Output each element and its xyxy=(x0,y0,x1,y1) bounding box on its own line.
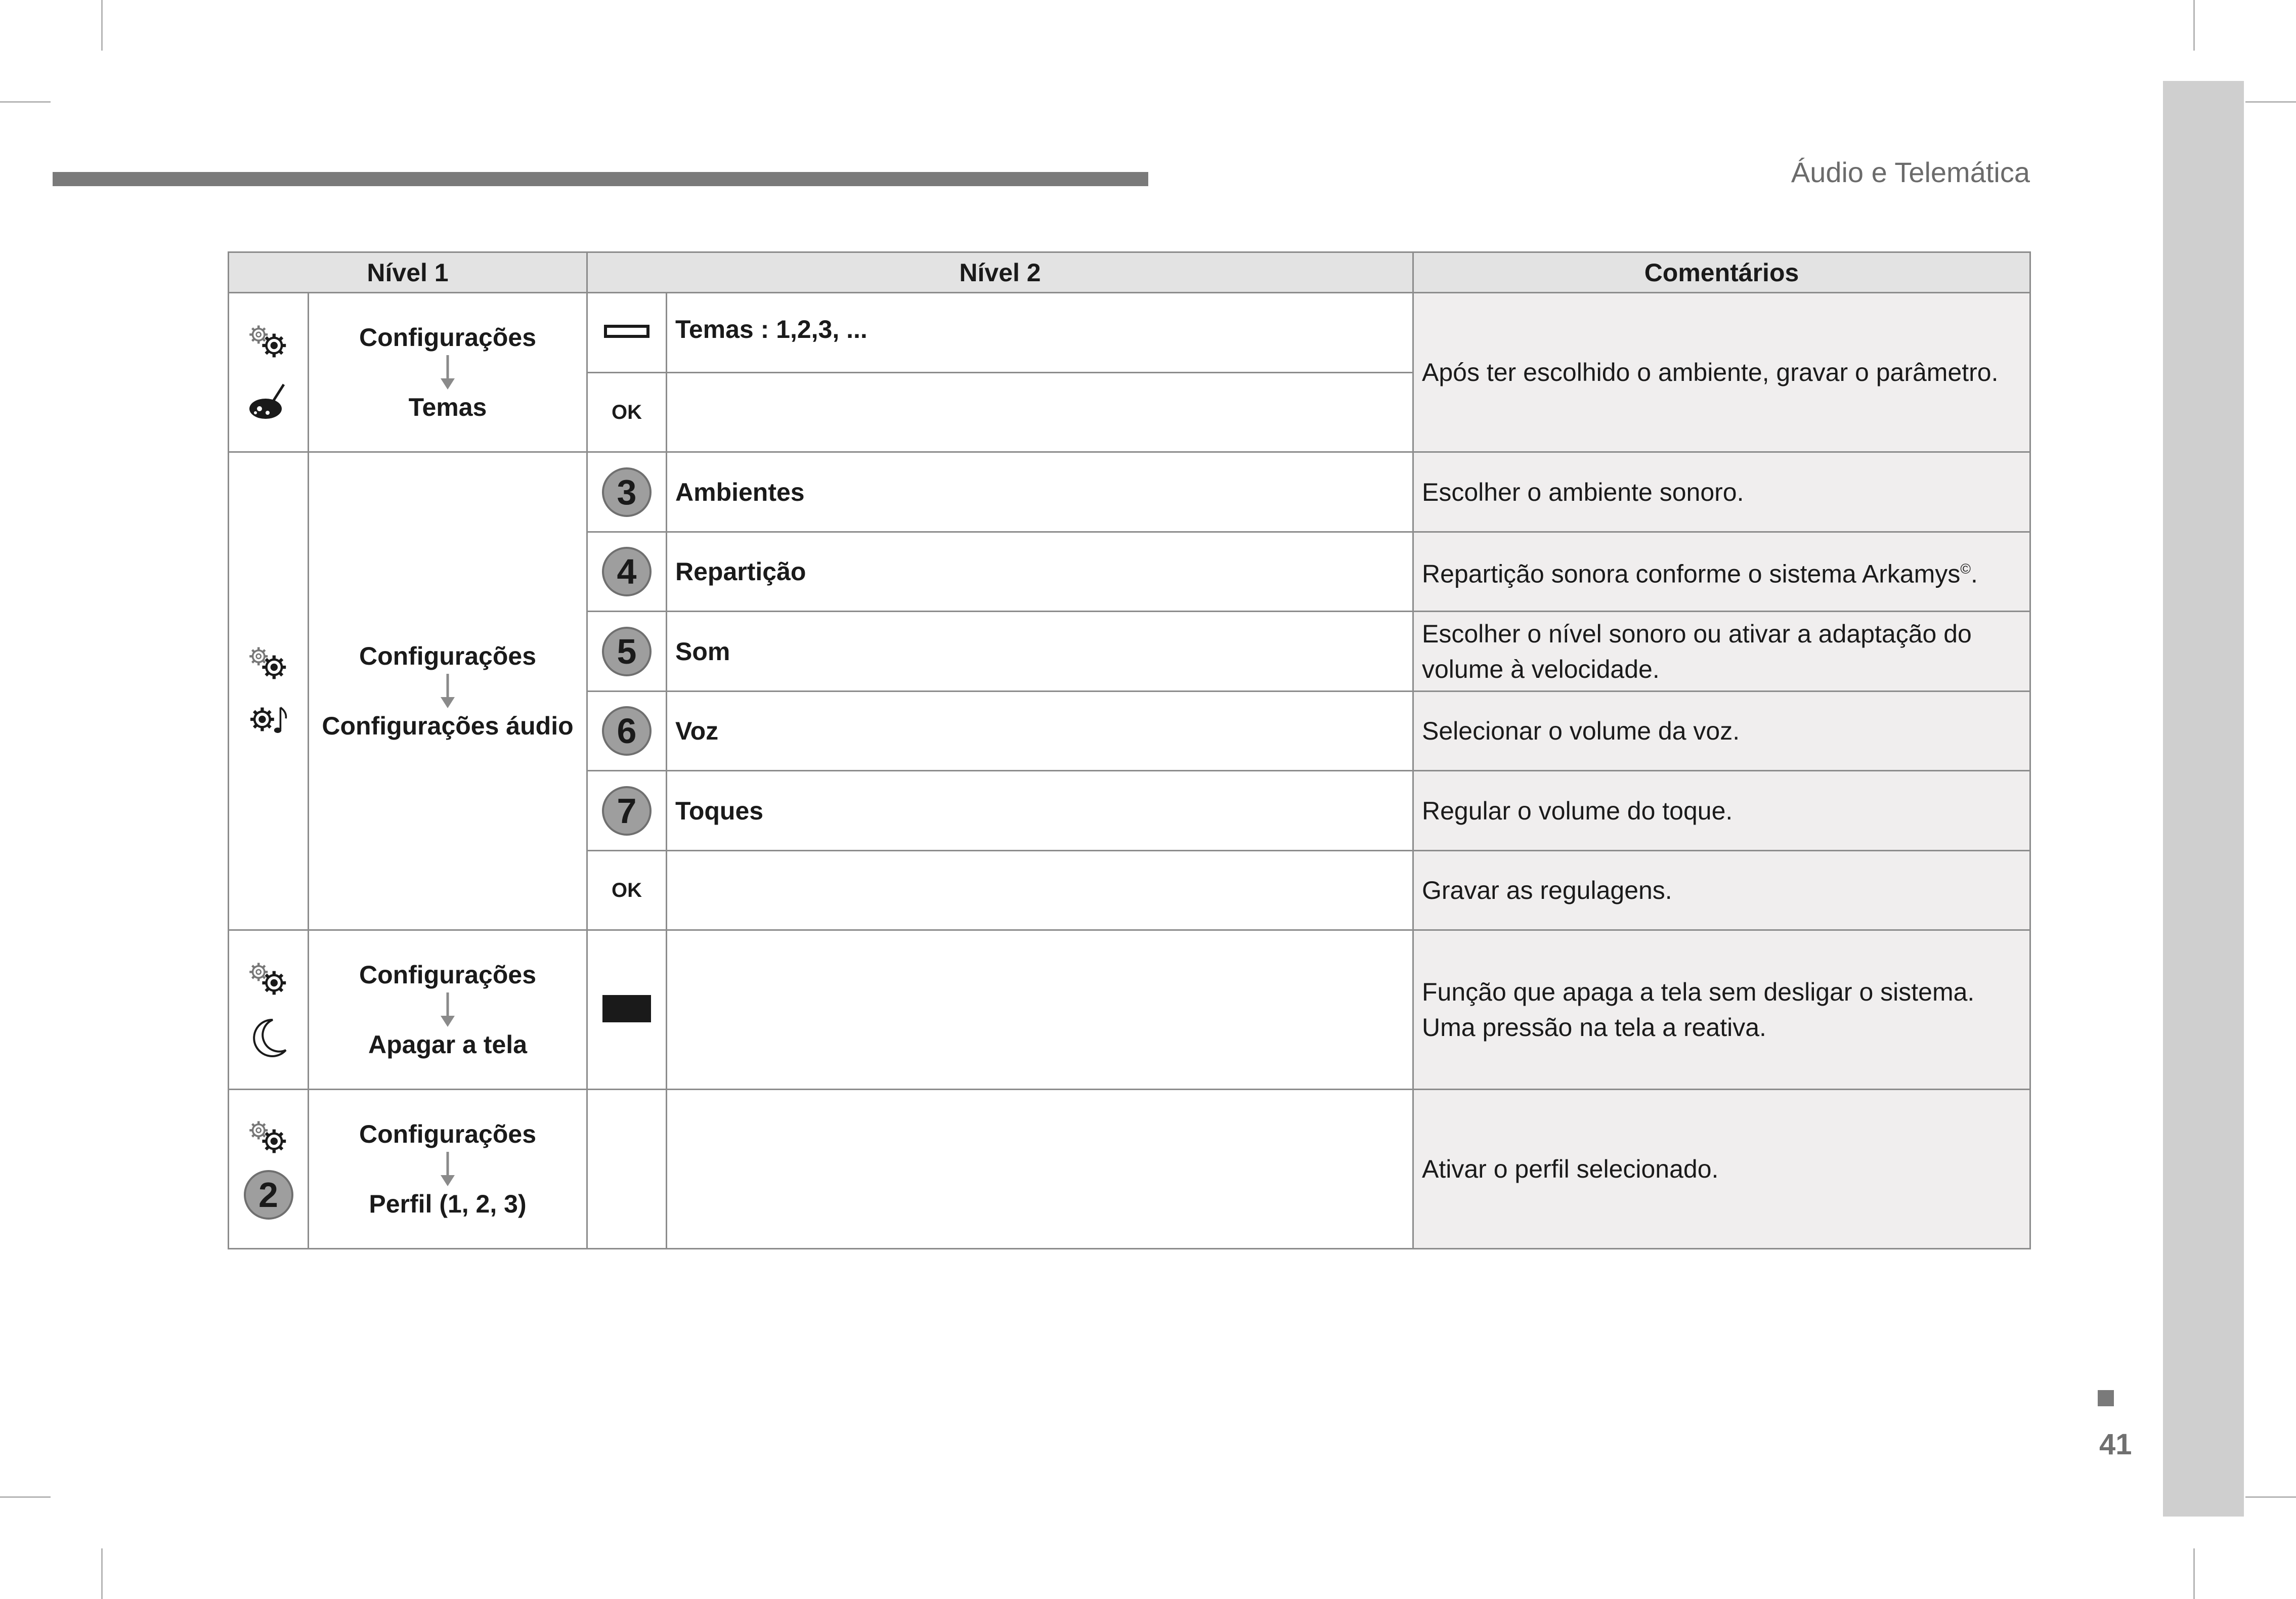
comment-cell xyxy=(1413,532,2030,612)
level2-label: Temas : 1,2,3, ... xyxy=(667,293,1413,373)
number-badge: 7 xyxy=(602,786,652,836)
table-row xyxy=(229,930,2030,1090)
level1-submenu-label: Apagar a tela xyxy=(368,1030,527,1059)
level2-label: Ambientes xyxy=(667,452,1413,532)
level2-label: Som xyxy=(667,612,1413,692)
level2-key xyxy=(587,612,667,692)
palette-brush-icon xyxy=(247,379,290,422)
crop-mark xyxy=(2193,1548,2195,1599)
copyright-mark: © xyxy=(1960,561,1971,577)
comment-cell: Escolher o nível sonoro ou ativar a adaptação do volume à velocidade. xyxy=(1413,612,2030,692)
settings-table xyxy=(228,251,2031,1249)
crop-mark xyxy=(2245,1496,2296,1498)
level2-label xyxy=(667,1090,1413,1249)
table-row xyxy=(229,452,2030,532)
level2-label xyxy=(667,930,1413,1090)
level2-key xyxy=(587,532,667,612)
arrow-down-icon xyxy=(438,355,458,390)
header-level2: Nível 2 xyxy=(587,252,1413,293)
comment-cell: Selecionar o volume da voz. xyxy=(1413,692,2030,771)
level2-key xyxy=(587,692,667,771)
crop-mark xyxy=(0,101,51,103)
audio-settings-icon xyxy=(246,701,291,738)
level2-label: Toques xyxy=(667,771,1413,851)
rectangle-outline-icon xyxy=(604,325,649,338)
comment-cell: Regular o volume do toque. xyxy=(1413,771,2030,851)
side-tab-band xyxy=(2163,81,2244,1517)
level1-icons xyxy=(229,1090,309,1249)
settings-gears-icon xyxy=(246,1118,291,1155)
table-row xyxy=(229,1090,2030,1249)
number-badge: 5 xyxy=(602,627,652,676)
settings-gears-icon xyxy=(246,960,291,997)
arrow-down-icon xyxy=(438,992,458,1027)
table-row xyxy=(229,293,2030,373)
page-marker-square xyxy=(2098,1390,2114,1406)
crop-mark xyxy=(101,1548,103,1599)
ok-key: OK xyxy=(612,401,642,423)
level2-label: Voz xyxy=(667,692,1413,771)
table-header-row xyxy=(229,252,2030,293)
crop-mark xyxy=(101,0,103,51)
level2-key xyxy=(587,452,667,532)
screen-off-icon xyxy=(602,995,651,1022)
level1-description xyxy=(309,452,587,930)
comment-cell: Ativar o perfil selecionado. xyxy=(1413,1090,2030,1249)
page-header-title: Áudio e Telemática xyxy=(1791,156,2030,188)
level1-menu-label: Configurações xyxy=(359,323,537,352)
level2-key xyxy=(587,373,667,452)
level1-menu-label: Configurações xyxy=(359,1120,537,1148)
level1-menu-label: Configurações xyxy=(359,961,537,989)
settings-gears-icon xyxy=(246,644,291,681)
moon-icon xyxy=(248,1017,289,1059)
level1-icons xyxy=(229,930,309,1090)
comment-text: Repartição sonora conforme o sistema Arkamys xyxy=(1422,559,1961,588)
level2-label xyxy=(667,851,1413,930)
crop-mark xyxy=(2245,101,2296,103)
level1-icons xyxy=(229,452,309,930)
header-comments: Comentários xyxy=(1413,252,2030,293)
settings-gears-icon xyxy=(246,323,291,359)
level1-menu-label: Configurações xyxy=(359,642,537,670)
level2-key xyxy=(587,930,667,1090)
level1-description xyxy=(309,930,587,1090)
level2-label xyxy=(667,373,1413,452)
level2-label: Repartição xyxy=(667,532,1413,612)
level1-submenu-label: Configurações áudio xyxy=(322,712,574,740)
crop-mark xyxy=(0,1496,51,1498)
level1-submenu-label: Perfil (1, 2, 3) xyxy=(369,1190,527,1218)
comment-end: . xyxy=(1970,559,1978,588)
level1-description xyxy=(309,1090,587,1249)
number-badge: 4 xyxy=(602,547,652,596)
level2-key xyxy=(587,771,667,851)
number-badge: 3 xyxy=(602,467,652,517)
level2-key xyxy=(587,1090,667,1249)
page-number: 41 xyxy=(2099,1428,2132,1461)
crop-mark xyxy=(2193,0,2195,51)
comment-cell: Função que apaga a tela sem desligar o sistema. Uma pressão na tela a reativa. xyxy=(1413,930,2030,1090)
level1-submenu-label: Temas xyxy=(408,393,487,421)
profile-number-badge: 2 xyxy=(244,1170,293,1220)
level2-key xyxy=(587,851,667,930)
level1-icons xyxy=(229,293,309,452)
comment-cell: Gravar as regulagens. xyxy=(1413,851,2030,930)
comment-cell: Escolher o ambiente sonoro. xyxy=(1413,452,2030,532)
level1-description xyxy=(309,293,587,452)
level2-key xyxy=(587,293,667,373)
header-level1: Nível 1 xyxy=(229,252,587,293)
comment-cell: Após ter escolhido o ambiente, gravar o parâmetro. xyxy=(1413,293,2030,452)
arrow-down-icon xyxy=(438,674,458,708)
ok-key: OK xyxy=(612,879,642,901)
header-bar xyxy=(53,172,1148,186)
arrow-down-icon xyxy=(438,1152,458,1186)
number-badge: 6 xyxy=(602,706,652,756)
